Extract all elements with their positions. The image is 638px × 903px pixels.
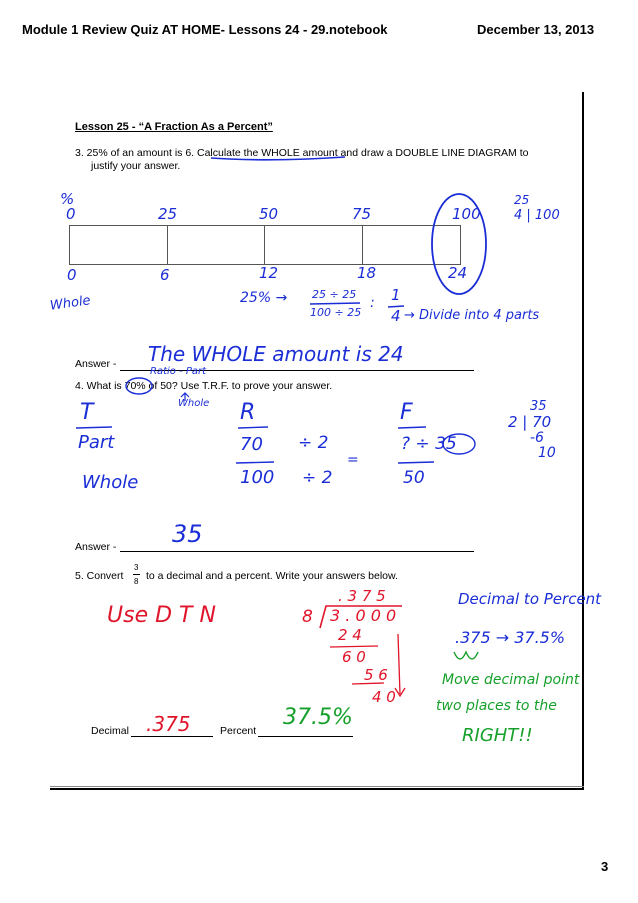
q4-side-subtract: -6 — [530, 430, 544, 446]
side-division: 4 | 100 — [514, 208, 560, 223]
r-numerator: 70 — [240, 434, 263, 455]
whole-label: Whole — [49, 293, 92, 314]
top-value-100: 100 — [452, 205, 481, 223]
q4-side-quotient: 35 — [530, 399, 547, 414]
f-numerator: ? ÷ 35 — [401, 434, 457, 454]
top-value-50: 50 — [259, 205, 279, 223]
trf-label-f: F — [400, 400, 413, 425]
top-value-75: 75 — [352, 205, 372, 223]
answer-q4: 35 — [172, 520, 203, 548]
percent-label: % — [60, 190, 75, 208]
r-denominator: 100 — [240, 467, 275, 488]
bottom-value-0: 0 — [67, 266, 77, 284]
question-3-text: 3. 25% of an amount is 6. Calculate the WHOLE amount and draw a DOUBLE LINE DIAGRAM to — [75, 147, 529, 159]
trf-label-r: R — [240, 400, 256, 425]
q4-side-remainder: 10 — [538, 445, 556, 461]
ratio-colon: : — [370, 295, 375, 311]
fraction-denominator: 100 ÷ 25 — [310, 306, 362, 319]
use-dtn: Use D T N — [107, 603, 216, 628]
bottom-value-12: 12 — [259, 264, 279, 282]
top-value-25: 25 — [158, 205, 178, 223]
answer-q3: The WHOLE amount is 24 — [148, 342, 404, 366]
page-number: 3 — [601, 859, 609, 874]
annotation-ratio-part: Ratio - Part — [150, 366, 207, 377]
decimal-answer-line — [131, 736, 213, 737]
divide-top: ÷ 2 — [298, 433, 329, 453]
row-whole: Whole — [82, 472, 139, 493]
percent-answer-line — [258, 736, 353, 737]
long-division-step-60: 6 0 — [342, 648, 366, 666]
lesson-heading: Lesson 25 - “A Fraction As a Percent” — [75, 121, 273, 133]
top-value-0: 0 — [66, 205, 76, 223]
question-4-text: 4. What is 70% of 50? Use T.R.F. to prove your answer. — [75, 380, 333, 392]
notebook-title: Module 1 Review Quiz AT HOME- Lessons 24 - 29.notebook — [22, 22, 388, 37]
divide-bottom: ÷ 2 — [302, 468, 333, 488]
long-division-step-40: 4 0 — [372, 688, 396, 706]
note-line-3: RIGHT!! — [462, 725, 533, 746]
bottom-value-6: 6 — [160, 266, 170, 284]
question-5-text: 5. Convert — [75, 570, 124, 582]
result-numerator: 1 — [391, 286, 401, 304]
question-3-text-line2: justify your answer. — [91, 160, 181, 172]
decimal-answer: .375 — [146, 712, 191, 736]
notebook-date: December 13, 2013 — [477, 22, 595, 37]
trf-label-t: T — [80, 400, 94, 425]
equals-sign: = — [347, 452, 359, 468]
percent-answer: 37.5% — [283, 705, 353, 730]
long-division-dividend: 3 . 0 0 0 — [330, 606, 397, 625]
fraction-numerator: 25 ÷ 25 — [312, 288, 357, 301]
long-division-quotient: . 3 7 5 — [338, 587, 386, 605]
bottom-value-24: 24 — [448, 264, 468, 282]
long-division-step-56: 5 6 — [364, 666, 388, 684]
annotation-whole: Whole — [178, 398, 210, 409]
note-title: Decimal to Percent — [458, 590, 602, 608]
answer-label-q3: Answer - — [75, 358, 117, 370]
q4-side-division: 2 | 70 — [508, 413, 552, 431]
decimal-label: Decimal — [91, 725, 129, 737]
note-conversion: .375 → 37.5% — [455, 628, 566, 647]
answer-label-q4: Answer - — [75, 541, 117, 553]
percent-label: Percent — [220, 725, 257, 737]
long-division-divisor: 8 — [302, 607, 313, 627]
divide-note: → Divide into 4 parts — [404, 308, 540, 323]
question-5-text-rest: to a decimal and a percent. Write your answers below. — [146, 570, 398, 582]
fraction-denominator-8: 8 — [134, 577, 139, 586]
row-part: Part — [78, 432, 115, 453]
percent-expression: 25% → — [240, 290, 288, 306]
long-division-step-24: 2 4 — [338, 626, 362, 644]
side-quotient: 25 — [514, 193, 530, 207]
f-denominator: 50 — [403, 468, 425, 488]
note-line-1: Move decimal point — [442, 672, 580, 688]
note-line-2: two places to the — [436, 698, 557, 714]
bottom-value-18: 18 — [357, 264, 377, 282]
fraction-numerator-3: 3 — [134, 563, 139, 572]
result-denominator: 4 — [391, 307, 401, 325]
